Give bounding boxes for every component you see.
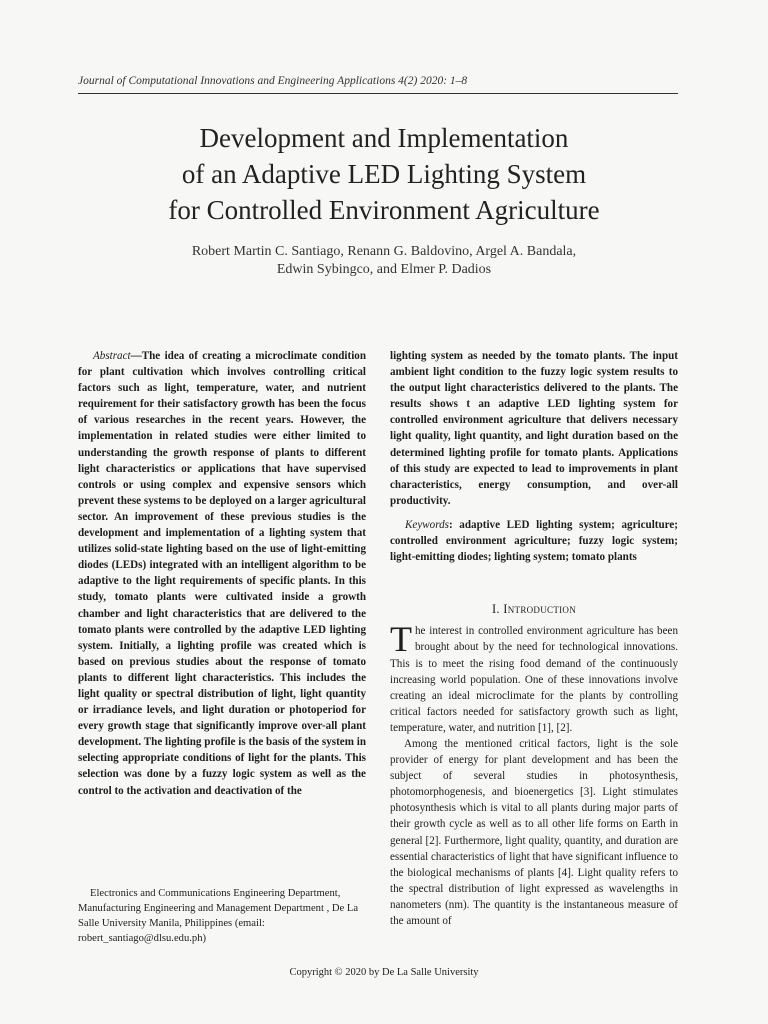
abstract-continuation: lighting system as needed by the tomato plants. The input ambient light condition to the fuzzy logic system results to the output light characteristics delivered to the plants. The results shows t an adaptive LED lighting system for controlled environment agriculture that delivers necessary light quality, light quantity, and light duration based on the determined lighting profile for tomato plants. Applications of this study are expected to lead to improvements in plant characteristics, energy consumption, and over-all productivity. <box>390 350 678 507</box>
section-heading-introduction: I. Introduction <box>491 602 577 617</box>
title-line: of an Adaptive LED Lighting System <box>181 159 587 189</box>
keywords <box>390 517 678 565</box>
keywords-label: Keywords <box>405 518 449 531</box>
drop-cap: T <box>390 619 412 660</box>
intro-paragraph <box>390 619 678 736</box>
paper-title <box>40 120 728 228</box>
right-column <box>390 348 678 929</box>
abstract <box>78 348 366 799</box>
copyright-footer: Copyright © 2020 by De La Salle University <box>289 967 479 978</box>
author-list <box>40 243 728 279</box>
header-rule <box>78 93 678 94</box>
author-line: Robert Martin C. Santiago, Renann G. Baldovino, Argel A. Bandala, <box>191 244 577 259</box>
abstract-text: —The idea of creating a microclimate condition for plant cultivation which involves controlling critical factors such as light, temperature, water, and nutrient requirement for their satisfactory growth has been the focus of various researches in the recent years. However, the implementation in related studies were either limited to understanding the growth response of plants to different light characteristics or applications that have supervised controls or using complex and expensive sensors which prevent these systems to be deployed on a larger agricultural sector. An improvement of these previous studies is the development and implementation of a lighting system that utilizes solid-state lighting based on the use of light-emitting diodes (LEDs) integrated with an intelligent algorithm to be adaptive to the light requirements of specific plants. In this study, tomato plants were cultivated inside a growth chamber and light characteristics that are delivered to the tomato plants were controlled by the adaptive LED lighting system. Initially, a lighting profile was created which is based on previous studies about the response of tomato plants to different light characteristics. This includes the light quality or spectral distribution of light, light quantity or irradiance levels, and light duration or photoperiod for every growth stage that significantly improve over-all plant development. The lighting profile is the basis of the system in selecting appropriate conditions of light for the plants. This selection was done by a fuzzy logic system as well as the control to the activation and deactivation of the <box>78 350 366 797</box>
left-column <box>78 348 366 799</box>
author-line: Edwin Sybingco, and Elmer P. Dadios <box>276 262 492 277</box>
abstract-label: Abstract <box>93 350 131 362</box>
journal-header: Journal of Computational Innovations and Engineering Applications 4(2) 2020: 1–8 <box>78 75 468 87</box>
introduction-body <box>390 619 678 929</box>
intro-paragraph-1-text: he interest in controlled environment agriculture has been brought about by the need for technological innovations. This is to meet the rising food demand of the continuously increasing world population. One of these innovations involve creating an ideal microclimate for the plants by controlling critical factors needed for satisfactory growth such as light, temperature, water, and nutrition [1], [2]. <box>390 625 678 734</box>
keywords-text: : adaptive LED lighting system; agriculture; controlled environment agriculture; fuzzy logic system; light-emitting diodes; lighting system; tomato plants <box>390 518 678 564</box>
intro-paragraph: Among the mentioned critical factors, light is the sole provider of energy for plant development and has been the subject of several studies in photosynthesis, photomorphogenesis, and bioenergetics [3]. Light stimulates photosynthesis which is vital to all plants during major parts of their growth cycle as well as to all other life forms on Earth in general [2]. Furthermore, light quality, quantity, and duration are essential characteristics of light that have significant influence to the biological mechanisms of plants [4]. Light quality refers to the spectral distribution of light expressed as wavelengths in nanometers (nm). The quantity is the instantaneous measure of the amount of <box>390 737 678 927</box>
title-line: Development and Implementation <box>199 123 569 153</box>
title-line: for Controlled Environment Agriculture <box>168 195 600 225</box>
affiliation-footnote: Electronics and Communications Engineering Department, Manufacturing Engineering and Management Department , De La Salle University Manila, Philippines (email: robert_santiago@dlsu.edu.ph) <box>78 888 359 944</box>
